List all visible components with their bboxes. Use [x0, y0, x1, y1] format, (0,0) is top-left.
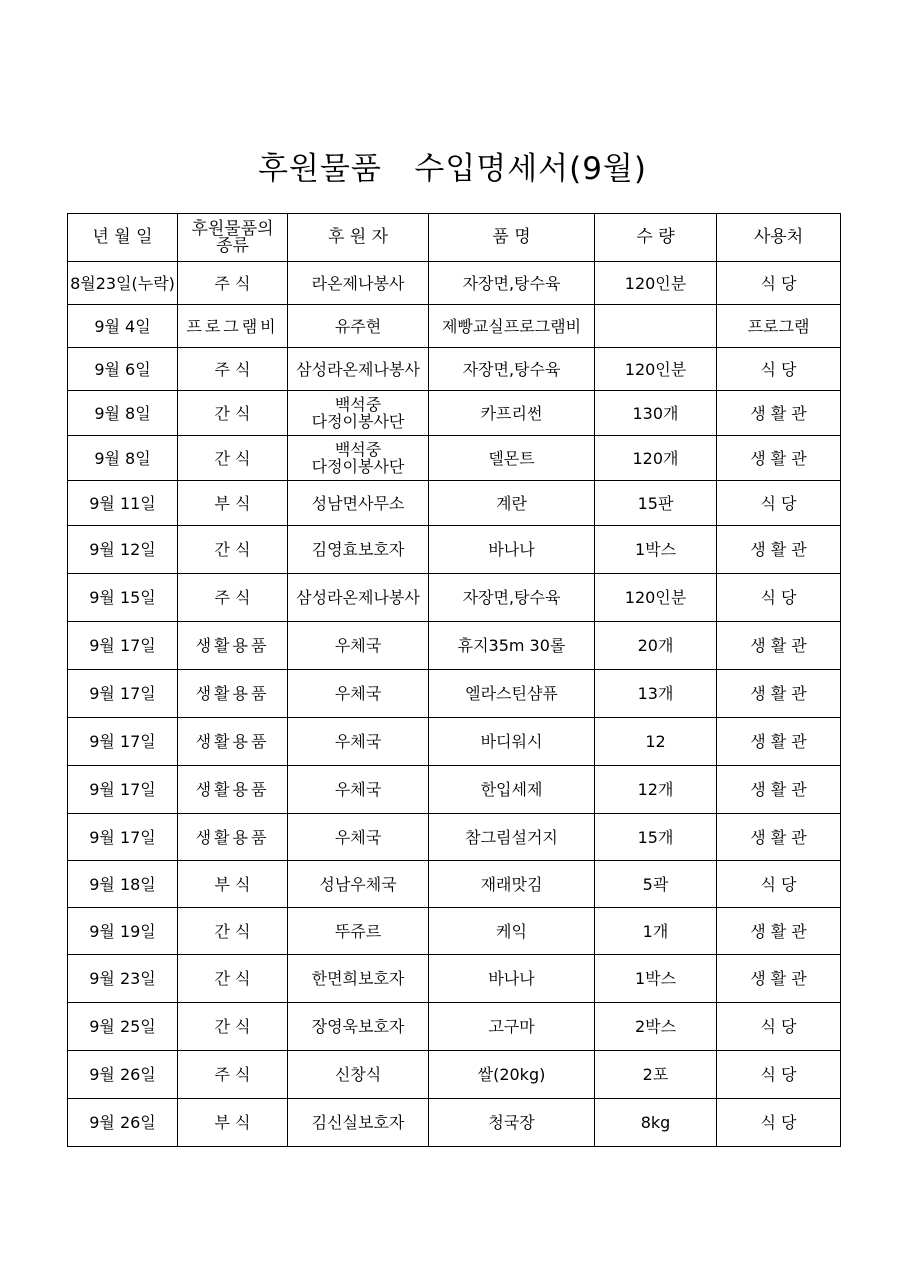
row-item: 재래맛김 — [429, 861, 595, 908]
row-date: 9월 17일 — [68, 766, 178, 814]
row-item: 한입세제 — [429, 766, 595, 814]
row-quantity: 120인분 — [595, 574, 717, 622]
row-usage: 식 당 — [717, 861, 841, 908]
row-date: 9월 11일 — [68, 481, 178, 526]
row-donor: 뚜쥬르 — [288, 908, 429, 955]
row-item: 델몬트 — [429, 436, 595, 481]
row-date: 9월 8일 — [68, 391, 178, 436]
table-row — [68, 622, 841, 670]
row-date: 9월 4일 — [68, 305, 178, 348]
table-row — [68, 955, 841, 1003]
row-type: 생활용품 — [178, 622, 288, 670]
row-item: 청국장 — [429, 1099, 595, 1147]
row-item: 바디워시 — [429, 718, 595, 766]
row-quantity: 120인분 — [595, 262, 717, 305]
row-donor: 장영욱보호자 — [288, 1003, 429, 1051]
row-usage: 생 활 관 — [717, 391, 841, 436]
row-donor: 삼성라온제나봉사 — [288, 574, 429, 622]
row-quantity: 130개 — [595, 391, 717, 436]
row-date: 8월23일(누락) — [68, 262, 178, 305]
row-usage: 생 활 관 — [717, 766, 841, 814]
row-date: 9월 19일 — [68, 908, 178, 955]
row-item: 자장면,탕수육 — [429, 262, 595, 305]
row-item: 엘라스틴샴퓨 — [429, 670, 595, 718]
table-row — [68, 718, 841, 766]
row-usage: 생 활 관 — [717, 436, 841, 481]
row-item: 제빵교실프로그램비 — [429, 305, 595, 348]
row-type: 생활용품 — [178, 670, 288, 718]
row-usage: 식 당 — [717, 481, 841, 526]
row-donor: 김신실보호자 — [288, 1099, 429, 1147]
row-donor: 성남우체국 — [288, 861, 429, 908]
row-donor: 한면희보호자 — [288, 955, 429, 1003]
row-type: 간 식 — [178, 436, 288, 481]
row-type: 주 식 — [178, 574, 288, 622]
table-row — [68, 814, 841, 861]
table-body — [68, 262, 841, 1147]
row-quantity: 15판 — [595, 481, 717, 526]
row-item: 케익 — [429, 908, 595, 955]
table-row — [68, 1051, 841, 1099]
table-row — [68, 348, 841, 391]
row-date: 9월 12일 — [68, 526, 178, 574]
row-donor: 우체국 — [288, 670, 429, 718]
table-row — [68, 861, 841, 908]
row-date: 9월 6일 — [68, 348, 178, 391]
row-item: 카프리썬 — [429, 391, 595, 436]
table-header-row — [68, 214, 841, 262]
table-row — [68, 1003, 841, 1051]
row-date: 9월 8일 — [68, 436, 178, 481]
row-type: 프로그램비 — [178, 305, 288, 348]
row-type: 생활용품 — [178, 766, 288, 814]
row-quantity: 20개 — [595, 622, 717, 670]
table-row — [68, 1099, 841, 1147]
row-quantity: 2포 — [595, 1051, 717, 1099]
row-type: 간 식 — [178, 526, 288, 574]
document-title: 후원물품 수입명세서(9월) — [258, 151, 647, 187]
row-usage: 생 활 관 — [717, 718, 841, 766]
row-date: 9월 26일 — [68, 1051, 178, 1099]
row-usage: 생 활 관 — [717, 955, 841, 1003]
row-usage: 식 당 — [717, 574, 841, 622]
row-item: 고구마 — [429, 1003, 595, 1051]
row-type: 간 식 — [178, 955, 288, 1003]
row-quantity: 120인분 — [595, 348, 717, 391]
row-quantity: 12 — [595, 718, 717, 766]
row-date: 9월 17일 — [68, 622, 178, 670]
row-usage: 생 활 관 — [717, 622, 841, 670]
table-row — [68, 436, 841, 481]
donation-ledger-table — [67, 213, 841, 1147]
row-usage: 생 활 관 — [717, 908, 841, 955]
row-date: 9월 17일 — [68, 814, 178, 861]
row-usage: 식 당 — [717, 1099, 841, 1147]
row-type: 주 식 — [178, 1051, 288, 1099]
row-item: 바나나 — [429, 526, 595, 574]
row-quantity: 1개 — [595, 908, 717, 955]
row-quantity: 120개 — [595, 436, 717, 481]
header-type: 후원물품의 종류 — [178, 214, 288, 262]
row-quantity: 1박스 — [595, 526, 717, 574]
table-row — [68, 766, 841, 814]
row-date: 9월 18일 — [68, 861, 178, 908]
row-type: 생활용품 — [178, 814, 288, 861]
header-item: 품 명 — [429, 214, 595, 262]
row-type: 간 식 — [178, 391, 288, 436]
row-donor: 유주현 — [288, 305, 429, 348]
row-donor: 백석중 다정이봉사단 — [288, 391, 429, 436]
row-item: 자장면,탕수육 — [429, 574, 595, 622]
row-date: 9월 26일 — [68, 1099, 178, 1147]
row-donor: 우체국 — [288, 718, 429, 766]
row-usage: 식 당 — [717, 1051, 841, 1099]
row-usage: 생 활 관 — [717, 670, 841, 718]
row-donor: 성남면사무소 — [288, 481, 429, 526]
row-donor: 우체국 — [288, 814, 429, 861]
row-type: 주 식 — [178, 262, 288, 305]
header-date: 년 월 일 — [68, 214, 178, 262]
row-date: 9월 17일 — [68, 670, 178, 718]
table-row — [68, 305, 841, 348]
header-quantity: 수 량 — [595, 214, 717, 262]
row-quantity: 15개 — [595, 814, 717, 861]
row-quantity: 1박스 — [595, 955, 717, 1003]
row-usage: 생 활 관 — [717, 526, 841, 574]
row-type: 간 식 — [178, 1003, 288, 1051]
row-item: 참그림설거지 — [429, 814, 595, 861]
header-donor: 후 원 자 — [288, 214, 429, 262]
row-quantity: 2박스 — [595, 1003, 717, 1051]
row-date: 9월 25일 — [68, 1003, 178, 1051]
row-item: 바나나 — [429, 955, 595, 1003]
row-item: 쌀(20kg) — [429, 1051, 595, 1099]
row-quantity — [595, 305, 717, 348]
table-row — [68, 391, 841, 436]
row-quantity: 12개 — [595, 766, 717, 814]
row-donor: 김영효보호자 — [288, 526, 429, 574]
row-date: 9월 17일 — [68, 718, 178, 766]
row-type: 부 식 — [178, 1099, 288, 1147]
row-usage: 식 당 — [717, 262, 841, 305]
row-date: 9월 15일 — [68, 574, 178, 622]
row-usage: 식 당 — [717, 1003, 841, 1051]
table-row — [68, 574, 841, 622]
row-quantity: 5곽 — [595, 861, 717, 908]
row-item: 휴지35m 30롤 — [429, 622, 595, 670]
row-type: 부 식 — [178, 861, 288, 908]
row-type: 주 식 — [178, 348, 288, 391]
row-donor: 라온제나봉사 — [288, 262, 429, 305]
row-quantity: 13개 — [595, 670, 717, 718]
row-donor: 삼성라온제나봉사 — [288, 348, 429, 391]
row-quantity: 8kg — [595, 1099, 717, 1147]
row-donor: 백석중 다정이봉사단 — [288, 436, 429, 481]
table-row — [68, 481, 841, 526]
table-row — [68, 670, 841, 718]
table-row — [68, 526, 841, 574]
row-donor: 신창식 — [288, 1051, 429, 1099]
row-item: 자장면,탕수육 — [429, 348, 595, 391]
table-row — [68, 262, 841, 305]
row-donor: 우체국 — [288, 622, 429, 670]
row-type: 생활용품 — [178, 718, 288, 766]
row-donor: 우체국 — [288, 766, 429, 814]
row-usage: 프로그램 — [717, 305, 841, 348]
row-usage: 생 활 관 — [717, 814, 841, 861]
row-type: 부 식 — [178, 481, 288, 526]
row-usage: 식 당 — [717, 348, 841, 391]
row-type: 간 식 — [178, 908, 288, 955]
row-item: 계란 — [429, 481, 595, 526]
table-row — [68, 908, 841, 955]
header-usage: 사용처 — [717, 214, 841, 262]
row-date: 9월 23일 — [68, 955, 178, 1003]
